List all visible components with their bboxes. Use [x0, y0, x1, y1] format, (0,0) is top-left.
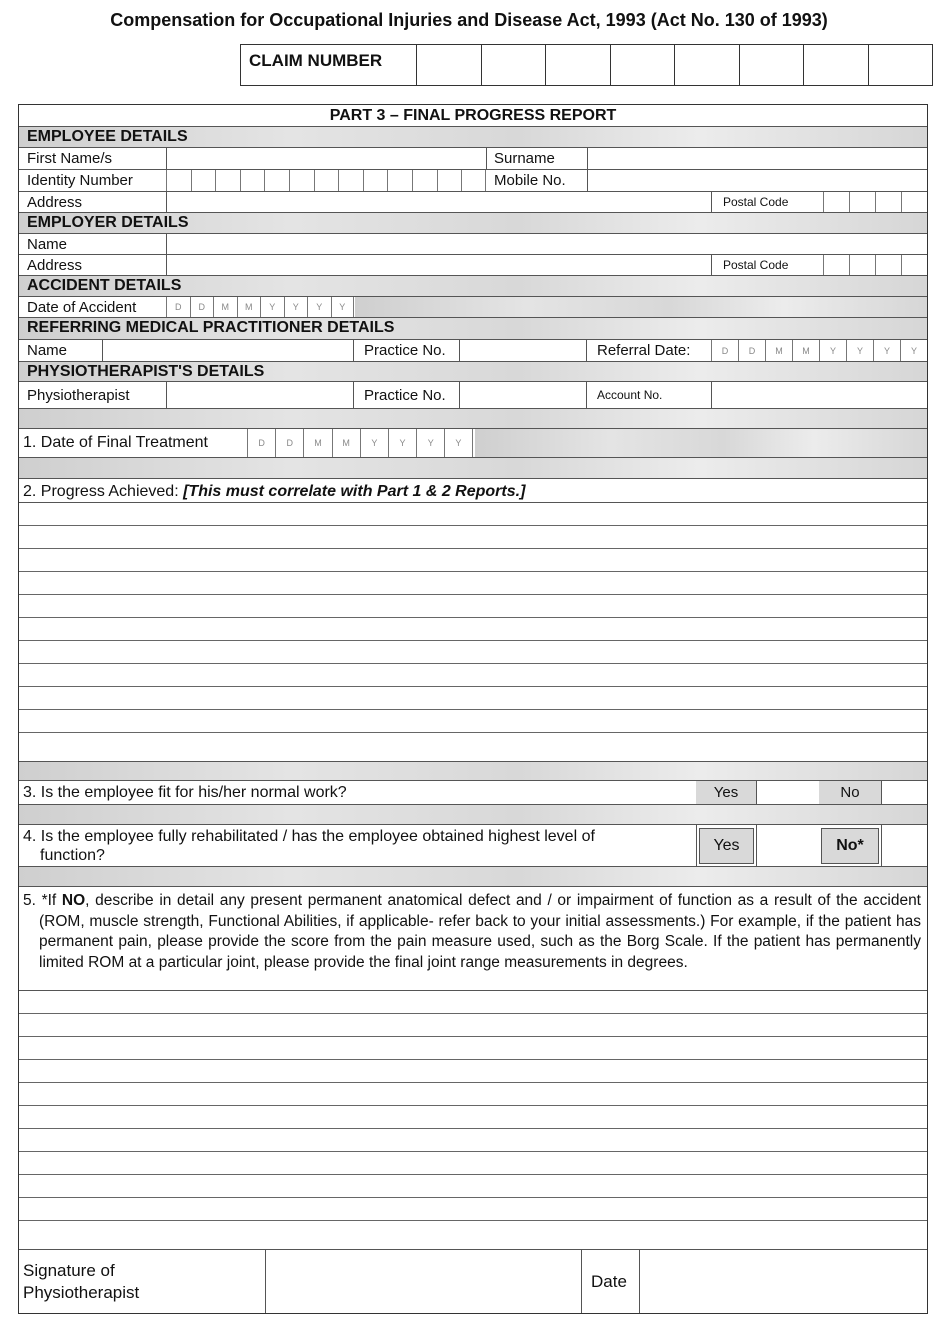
- referral-date-label: Referral Date:: [597, 342, 691, 359]
- physiotherapist-field[interactable]: [167, 382, 353, 408]
- signature-label: Signature of Physiotherapist: [23, 1261, 140, 1302]
- fit-for-work-label: 3. Is the employee fit for his/her normal work?: [23, 783, 347, 801]
- claim-number-box: [240, 44, 933, 86]
- referring-section-heading: REFERRING MEDICAL PRACTITIONER DETAILS: [19, 318, 927, 340]
- employer-address-field[interactable]: [167, 255, 711, 275]
- claim-digit-input[interactable]: [869, 45, 933, 85]
- impairment-instructions: 5. *If NO, describe in detail any present permanent anatomical defect and / or impairment of function as a result of the accident (ROM, muscle strength, Functional Abilities, if applicable- refer back to your initial assessments.) For example, if the patient has permanent pain, please provide the score from the pain measure used, such as the Borg Scale. If the patient has permanently limited ROM at a particular joint, please provide the final joint range measurements in degrees.: [19, 887, 927, 991]
- progress-achieved-label: 2. Progress Achieved: [This must correlate with Part 1 & 2 Reports.]: [19, 479, 927, 503]
- mobile-field[interactable]: [588, 170, 927, 191]
- surname-label: Surname: [494, 150, 555, 167]
- claim-digit-input[interactable]: [804, 45, 869, 85]
- claim-digit-input[interactable]: [546, 45, 611, 85]
- shaded-separator: [19, 761, 927, 781]
- employer-section-heading: EMPLOYER DETAILS: [19, 213, 927, 234]
- employer-address-label: Address: [27, 256, 83, 274]
- employee-postal-code-label: Postal Code: [723, 195, 789, 209]
- claim-digit-input[interactable]: [611, 45, 676, 85]
- referring-practice-no-label: Practice No.: [364, 342, 446, 359]
- rehabilitated-label: 4. Is the employee fully rehabilitated / has the employee obtained highest level of function?: [23, 828, 595, 864]
- claim-number-label: CLAIM NUMBER: [241, 45, 417, 85]
- fit-yes-option[interactable]: Yes: [696, 781, 756, 804]
- rehabilitated-no-option[interactable]: No*: [821, 828, 879, 864]
- shaded-separator: [19, 805, 927, 825]
- claim-digit-input[interactable]: [675, 45, 740, 85]
- physiotherapist-label: Physiotherapist: [27, 386, 130, 404]
- fit-no-option[interactable]: No: [819, 781, 881, 804]
- first-names-label: First Name/s: [27, 150, 113, 167]
- progress-achieved-field[interactable]: [19, 503, 927, 761]
- signature-date-field[interactable]: [640, 1250, 927, 1314]
- mobile-label: Mobile No.: [494, 172, 566, 189]
- employer-name-field[interactable]: [167, 234, 927, 254]
- account-no-field[interactable]: [712, 382, 927, 408]
- claim-digit-input[interactable]: [482, 45, 547, 85]
- referring-practice-no-field[interactable]: [460, 340, 586, 361]
- employee-postal-code-field[interactable]: [823, 192, 927, 212]
- signature-field[interactable]: [266, 1250, 581, 1314]
- rehabilitated-yes-option[interactable]: Yes: [699, 828, 754, 864]
- final-treatment-date-field[interactable]: D D M M Y Y Y Y: [247, 429, 473, 457]
- employer-name-label: Name: [27, 235, 68, 253]
- referring-name-field[interactable]: [103, 340, 353, 361]
- part-title: PART 3 – FINAL PROGRESS REPORT: [19, 105, 927, 127]
- referral-date-field[interactable]: D D M M Y Y Y Y: [711, 340, 927, 361]
- referring-name-label: Name: [27, 342, 68, 359]
- surname-field[interactable]: [588, 148, 927, 169]
- identity-number-field[interactable]: [166, 170, 486, 191]
- employee-address-label: Address: [27, 193, 83, 211]
- claim-digit-input[interactable]: [417, 45, 482, 85]
- physio-section-heading: PHYSIOTHERAPIST'S DETAILS: [19, 362, 927, 382]
- accident-date-field[interactable]: D D M M Y Y Y Y: [166, 297, 354, 317]
- first-names-field[interactable]: [167, 148, 486, 169]
- employer-postal-code-label: Postal Code: [723, 258, 789, 272]
- accident-section-heading: ACCIDENT DETAILS: [19, 276, 927, 297]
- report-form: [18, 104, 928, 1314]
- physio-practice-no-field[interactable]: [460, 382, 586, 408]
- identity-number-label: Identity Number: [27, 172, 133, 189]
- claim-digit-input[interactable]: [740, 45, 805, 85]
- final-treatment-date-label: 1. Date of Final Treatment: [23, 434, 208, 451]
- shaded-separator: [19, 867, 927, 887]
- impairment-details-field[interactable]: [19, 991, 927, 1249]
- progress-note: [This must correlate with Part 1 & 2 Reports.]: [183, 483, 526, 500]
- physio-practice-no-label: Practice No.: [364, 386, 446, 404]
- account-no-label: Account No.: [597, 388, 663, 402]
- date-label: Date: [591, 1271, 627, 1291]
- shaded-separator: [19, 458, 927, 479]
- accident-date-label: Date of Accident: [27, 298, 137, 316]
- shaded-separator: [19, 409, 927, 429]
- form-title: Compensation for Occupational Injuries and Disease Act, 1993 (Act No. 130 of 1993): [110, 10, 828, 30]
- employee-address-field[interactable]: [167, 192, 711, 212]
- employer-postal-code-field[interactable]: [823, 255, 927, 275]
- employee-section-heading: EMPLOYEE DETAILS: [19, 127, 927, 148]
